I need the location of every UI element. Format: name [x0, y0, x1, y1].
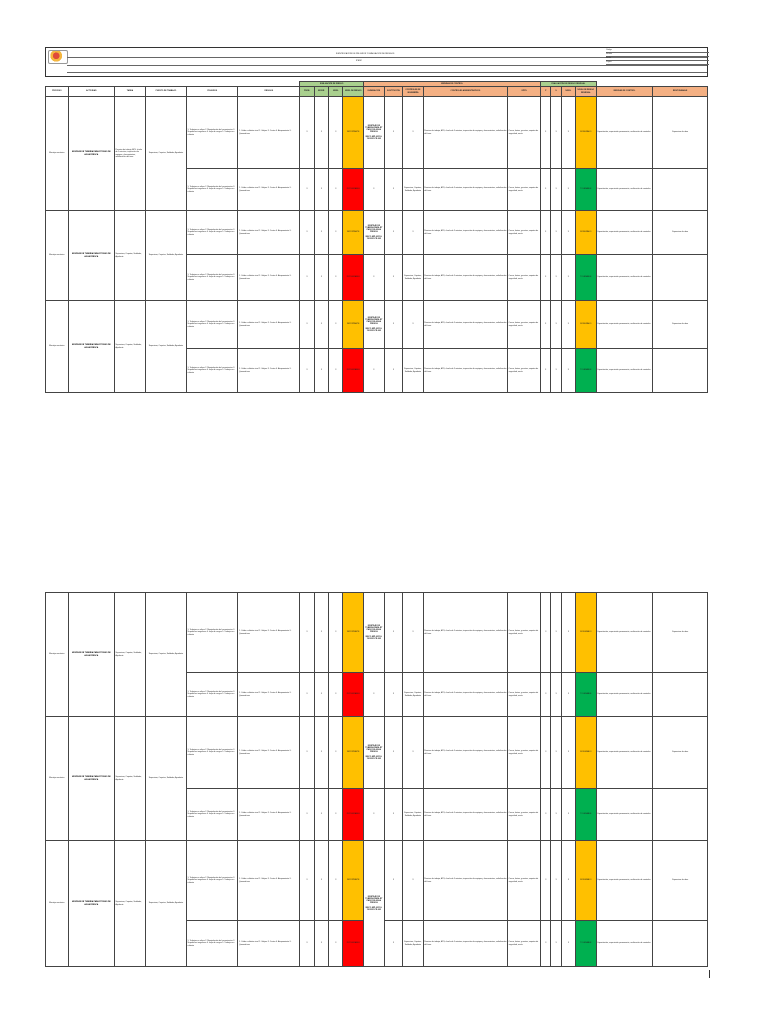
- activity-ref: MONTAJE DE TUBERIA PARA RT PASO DE AGUA FRESCA: [365, 896, 383, 905]
- residual-level-num: 3: [561, 717, 575, 789]
- elimination-cell: 3: [364, 349, 385, 393]
- substitution-cell: 3: [384, 349, 403, 393]
- p-cell: 3: [541, 921, 551, 967]
- level-cell: 3: [329, 841, 343, 921]
- residual-level-num: 3: [561, 211, 575, 255]
- responsible-cell: [653, 349, 708, 393]
- eval-group-header: EVALUACIÓN DE RIESGO: [300, 82, 364, 87]
- prob-cell: 3: [300, 169, 314, 211]
- col-header: PELIGROS: [187, 87, 238, 97]
- risks-cell: 1. Caída a distinto nivel 2. Golpes 3. Cortes 4. Atrapamiento 5. Quemaduras: [238, 841, 300, 921]
- task-cell: Supervisor, Capataz, Soldador, Ayudante: [114, 593, 145, 717]
- col-header: P: [541, 87, 551, 97]
- ppe-cell: Casco, lentes, guantes, zapatos de seguridad, arnés: [508, 717, 541, 789]
- risks-cell: 1. Caída a distinto nivel 2. Golpes 3. Cortes 4. Atrapamiento 5. Quemaduras: [238, 211, 300, 255]
- risks-cell: 1. Caída a distinto nivel 2. Golpes 3. Cortes 4. Atrapamiento 5. Quemaduras: [238, 921, 300, 967]
- level-cell: 3: [329, 717, 343, 789]
- activity-cell: MONTAJE DE TUBERIA PARA RT PASO DE AGUA FRESCA: [68, 717, 114, 841]
- activity-ref: MONTAJE DE TUBERIA PARA RT PASO DE AGUA FRESCA: [365, 625, 383, 634]
- p-cell: 3: [541, 789, 551, 841]
- level-cell: 3: [329, 789, 343, 841]
- sev-cell: 3: [314, 211, 328, 255]
- ppe-cell: Casco, lentes, guantes, zapatos de seguridad, arnés: [508, 593, 541, 673]
- p-cell: 3: [541, 349, 551, 393]
- risk-level-cell: IMPORTANTE: [343, 841, 364, 921]
- risk-level-cell: IMPORTANTE: [343, 717, 364, 789]
- s-cell: 3: [551, 349, 561, 393]
- ppe-cell: Casco, lentes, guantes, zapatos de seguridad, arnés: [508, 841, 541, 921]
- risk-level-cell: IMPORTANTE: [343, 301, 364, 349]
- activity-cell: MONTAJE DE TUBERIA PARA RT PASO DE AGUA FRESCA: [68, 301, 114, 393]
- hazards-cell: 1. Trabajos en altura 2. Manipulación de herramientas 3. Superficies irregulares 4. Izaje de cargas 5. Trabajos en caliente: [187, 97, 238, 169]
- activity-ref: MONTAJE DE TUBERIA PARA RT PASO DE AGUA FRESCA: [365, 125, 383, 134]
- residual-risk-cell: TOLERABLE: [576, 255, 597, 301]
- s-cell: 3: [551, 717, 561, 789]
- p-cell: 3: [541, 211, 551, 255]
- prob-cell: 3: [300, 97, 314, 169]
- admin-controls-cell: Permiso de trabajo, ATS, charla de 5 minutos, inspección de equipos y herramientas, señalización del área.: [423, 593, 507, 673]
- substitution-cell: 3: [384, 841, 403, 921]
- level-cell: 3: [329, 301, 343, 349]
- col-header: CONTROLES DE INGENIERÍA: [403, 87, 424, 97]
- s-cell: 3: [551, 255, 561, 301]
- reeval-group-header: EVALUACIÓN DE RIESGO RESIDUAL: [541, 82, 597, 87]
- measures-cell: Capacitación, supervisión permanente, verificación de controles: [596, 921, 653, 967]
- elimination-cell: [364, 97, 385, 169]
- substitution-cell: 3: [384, 789, 403, 841]
- residual-risk-cell: TOLERABLE: [576, 673, 597, 717]
- responsible-cell: Supervisor de obra: [653, 841, 708, 921]
- col-header: CONTROLES ADMINISTRATIVOS: [423, 87, 507, 97]
- sev-cell: 3: [314, 593, 328, 673]
- procedure-code: MECC-MIP-03C18-1103221-PR-002: [365, 906, 383, 911]
- admin-controls-cell: Permiso de trabajo, ATS, charla de 5 minutos, inspección de equipos y herramientas, señalización del área.: [423, 789, 507, 841]
- code-label: Código: [606, 49, 709, 53]
- risk-level-cell: INTOLERABLE: [343, 349, 364, 393]
- prob-cell: 3: [300, 673, 314, 717]
- responsible-cell: [653, 255, 708, 301]
- admin-controls-cell: Permiso de trabajo, ATS, charla de 5 minutos, inspección de equipos y herramientas, señalización del área.: [423, 349, 507, 393]
- engineering-cell: Supervisor, Capataz, Soldador, Ayudante: [403, 349, 424, 393]
- prob-cell: 3: [300, 789, 314, 841]
- risks-cell: 1. Caída a distinto nivel 2. Golpes 3. Cortes 4. Atrapamiento 5. Quemaduras: [238, 97, 300, 169]
- ppe-cell: Casco, lentes, guantes, zapatos de seguridad, arnés: [508, 255, 541, 301]
- risk-level-cell: INTOLERABLE: [343, 255, 364, 301]
- level-cell: 3: [329, 211, 343, 255]
- procedure-code: MECC-MIP-03C18-1103221-PR-002: [365, 755, 383, 760]
- level-cell: 3: [329, 97, 343, 169]
- elimination-cell: [364, 593, 385, 673]
- iperc-table-1: [45, 81, 708, 393]
- s-cell: 3: [551, 789, 561, 841]
- hazards-cell: 1. Trabajos en altura 2. Manipulación de herramientas 3. Superficies irregulares 4. Izaje de cargas 5. Trabajos en caliente: [187, 673, 238, 717]
- residual-level-num: 3: [561, 97, 575, 169]
- p-cell: 3: [541, 841, 551, 921]
- page-edge-mark: [709, 970, 710, 978]
- activity-ref: MONTAJE DE TUBERIA PARA RT PASO DE AGUA FRESCA: [365, 225, 383, 234]
- responsible-cell: Supervisor de obra: [653, 301, 708, 349]
- measures-cell: Capacitación, supervisión permanente, verificación de controles: [596, 349, 653, 393]
- ppe-cell: Casco, lentes, guantes, zapatos de seguridad, arnés: [508, 97, 541, 169]
- sev-cell: 3: [314, 301, 328, 349]
- risks-cell: 1. Caída a distinto nivel 2. Golpes 3. Cortes 4. Atrapamiento 5. Quemaduras: [238, 169, 300, 211]
- measures-cell: Capacitación, supervisión permanente, verificación de controles: [596, 255, 653, 301]
- residual-level-num: 3: [561, 301, 575, 349]
- measures-cell: Capacitación, supervisión permanente, verificación de controles: [596, 97, 653, 169]
- prob-cell: 3: [300, 211, 314, 255]
- measures-cell: Capacitación, supervisión permanente, verificación de controles: [596, 673, 653, 717]
- ppe-cell: Casco, lentes, guantes, zapatos de seguridad, arnés: [508, 921, 541, 967]
- col-header: MEDIDAS DE CONTROL: [596, 87, 653, 97]
- substitution-cell: 3: [384, 301, 403, 349]
- post-cell: Supervisor, Capataz, Soldador, Ayudante: [145, 97, 186, 211]
- col-header: RIESGOS: [238, 87, 300, 97]
- substitution-cell: 3: [384, 169, 403, 211]
- col-header: RESPONSABLE: [653, 87, 708, 97]
- measures-cell: Capacitación, supervisión permanente, verificación de controles: [596, 789, 653, 841]
- p-cell: 3: [541, 97, 551, 169]
- risks-cell: 1. Caída a distinto nivel 2. Golpes 3. Cortes 4. Atrapamiento 5. Quemaduras: [238, 255, 300, 301]
- risk-level-cell: IMPORTANTE: [343, 211, 364, 255]
- residual-level-num: 3: [561, 593, 575, 673]
- col-header: PROB.: [300, 87, 314, 97]
- responsible-cell: Supervisor de obra: [653, 211, 708, 255]
- engineering-cell: 3: [403, 301, 424, 349]
- task-cell: Supervisor, Capataz, Soldador, Ayudante: [114, 717, 145, 841]
- residual-risk-cell: TOLERABLE: [576, 921, 597, 967]
- post-cell: Supervisor, Capataz, Soldador, Ayudante: [145, 301, 186, 393]
- engineering-cell: Supervisor, Capataz, Soldador, Ayudante: [403, 169, 424, 211]
- prob-cell: 3: [300, 349, 314, 393]
- measures-cell: Capacitación, supervisión permanente, verificación de controles: [596, 717, 653, 789]
- activity-cell: MONTAJE DE TUBERIA PARA RT PASO DE AGUA FRESCA: [68, 97, 114, 211]
- table-row: [46, 211, 708, 255]
- col-header: PUESTO DE TRABAJO: [145, 87, 186, 97]
- activity-cell: MONTAJE DE TUBERIA PARA RT PASO DE AGUA FRESCA: [68, 593, 114, 717]
- substitution-cell: 3: [384, 921, 403, 967]
- col-header: NIVEL: [561, 87, 575, 97]
- task-cell: Permiso de trabajo, ATS, charla de 5 minutos, inspección de equipos y herramientas, señalización del área.: [114, 97, 145, 211]
- document-header: [45, 47, 708, 77]
- elimination-cell: [364, 211, 385, 255]
- measures-cell: Capacitación, supervisión permanente, verificación de controles: [596, 211, 653, 255]
- risks-cell: 1. Caída a distinto nivel 2. Golpes 3. Cortes 4. Atrapamiento 5. Quemaduras: [238, 301, 300, 349]
- hazards-cell: 1. Trabajos en altura 2. Manipulación de herramientas 3. Superficies irregulares 4. Izaje de cargas 5. Trabajos en caliente: [187, 211, 238, 255]
- hazards-cell: 1. Trabajos en altura 2. Manipulación de herramientas 3. Superficies irregulares 4. Izaje de cargas 5. Trabajos en caliente: [187, 301, 238, 349]
- hazards-cell: 1. Trabajos en altura 2. Manipulación de herramientas 3. Superficies irregulares 4. Izaje de cargas 5. Trabajos en caliente: [187, 841, 238, 921]
- process-cell: Montaje mecánico: [46, 301, 69, 393]
- p-cell: 3: [541, 593, 551, 673]
- admin-controls-cell: Permiso de trabajo, ATS, charla de 5 minutos, inspección de equipos y herramientas, señalización del área.: [423, 673, 507, 717]
- hazards-cell: 1. Trabajos en altura 2. Manipulación de herramientas 3. Superficies irregulares 4. Izaje de cargas 5. Trabajos en caliente: [187, 349, 238, 393]
- elimination-cell: 3: [364, 789, 385, 841]
- post-cell: Supervisor, Capataz, Soldador, Ayudante: [145, 717, 186, 841]
- responsible-cell: [653, 169, 708, 211]
- residual-risk-cell: MODERADO: [576, 97, 597, 169]
- elimination-cell: [364, 717, 385, 789]
- s-cell: 3: [551, 301, 561, 349]
- prob-cell: 3: [300, 841, 314, 921]
- col-header: S: [551, 87, 561, 97]
- responsible-cell: [653, 789, 708, 841]
- company-logo: [48, 50, 68, 64]
- col-header: NIVEL: [329, 87, 343, 97]
- risk-level-cell: INTOLERABLE: [343, 789, 364, 841]
- elimination-cell: 3: [364, 169, 385, 211]
- ppe-cell: Casco, lentes, guantes, zapatos de seguridad, arnés: [508, 169, 541, 211]
- substitution-cell: 3: [384, 97, 403, 169]
- prob-cell: 3: [300, 921, 314, 967]
- date-label: Fecha: [606, 57, 709, 61]
- activity-ref: MONTAJE DE TUBERIA PARA RT PASO DE AGUA FRESCA: [365, 745, 383, 754]
- residual-level-num: 3: [561, 169, 575, 211]
- table-row: [46, 717, 708, 789]
- measures-cell: Capacitación, supervisión permanente, verificación de controles: [596, 169, 653, 211]
- residual-risk-cell: TOLERABLE: [576, 349, 597, 393]
- process-cell: Montaje mecánico: [46, 97, 69, 211]
- task-cell: Supervisor, Capataz, Soldador, Ayudante: [114, 841, 145, 967]
- residual-level-num: 3: [561, 921, 575, 967]
- risks-cell: 1. Caída a distinto nivel 2. Golpes 3. Cortes 4. Atrapamiento 5. Quemaduras: [238, 789, 300, 841]
- sev-cell: 3: [314, 673, 328, 717]
- document-page-1: [45, 47, 708, 407]
- risks-cell: 1. Caída a distinto nivel 2. Golpes 3. Cortes 4. Atrapamiento 5. Quemaduras: [238, 593, 300, 673]
- engineering-cell: 3: [403, 717, 424, 789]
- measures-cell: Capacitación, supervisión permanente, verificación de controles: [596, 301, 653, 349]
- level-cell: 3: [329, 255, 343, 301]
- s-cell: 3: [551, 169, 561, 211]
- document-title: IDENTIFICACIÓN DE PELIGROS Y EVALUACIÓN DE RIESGOS: [336, 53, 395, 55]
- sev-cell: 3: [314, 97, 328, 169]
- residual-level-num: 3: [561, 841, 575, 921]
- engineering-cell: Supervisor, Capataz, Soldador, Ayudante: [403, 921, 424, 967]
- prob-cell: 3: [300, 593, 314, 673]
- sev-cell: 3: [314, 255, 328, 301]
- procedure-code: MECC-MIP-03C18-1103221-PR-002: [365, 235, 383, 240]
- table-row: [46, 97, 708, 169]
- substitution-cell: 3: [384, 717, 403, 789]
- p-cell: 3: [541, 301, 551, 349]
- engineering-cell: 3: [403, 211, 424, 255]
- level-cell: 3: [329, 593, 343, 673]
- hazards-cell: 1. Trabajos en altura 2. Manipulación de herramientas 3. Superficies irregulares 4. Izaje de cargas 5. Trabajos en caliente: [187, 789, 238, 841]
- p-cell: 3: [541, 717, 551, 789]
- responsible-cell: [653, 921, 708, 967]
- level-cell: 3: [329, 349, 343, 393]
- col-header: NIVEL DE RIESGO RESIDUAL: [576, 87, 597, 97]
- level-cell: 3: [329, 673, 343, 717]
- admin-controls-cell: Permiso de trabajo, ATS, charla de 5 minutos, inspección de equipos y herramientas, señalización del área.: [423, 301, 507, 349]
- ppe-cell: Casco, lentes, guantes, zapatos de seguridad, arnés: [508, 673, 541, 717]
- table-row: [46, 593, 708, 673]
- substitution-cell: 3: [384, 211, 403, 255]
- residual-risk-cell: MODERADO: [576, 841, 597, 921]
- elimination-cell: 3: [364, 673, 385, 717]
- sev-cell: 3: [314, 921, 328, 967]
- process-cell: Montaje mecánico: [46, 593, 69, 717]
- residual-risk-cell: MODERADO: [576, 717, 597, 789]
- task-cell: Supervisor, Capataz, Soldador, Ayudante: [114, 301, 145, 393]
- residual-risk-cell: MODERADO: [576, 301, 597, 349]
- level-cell: 3: [329, 169, 343, 211]
- post-cell: Supervisor, Capataz, Soldador, Ayudante: [145, 593, 186, 717]
- post-cell: Supervisor, Capataz, Soldador, Ayudante: [145, 211, 186, 301]
- activity-cell: MONTAJE DE TUBERIA PARA RT PASO DE AGUA FRESCA: [68, 211, 114, 301]
- ppe-cell: Casco, lentes, guantes, zapatos de seguridad, arnés: [508, 789, 541, 841]
- procedure-code: MECC-MIP-03C18-1103221-PR-002: [365, 327, 383, 332]
- elimination-cell: [364, 841, 385, 967]
- admin-controls-cell: Permiso de trabajo, ATS, charla de 5 minutos, inspección de equipos y herramientas, señalización del área.: [423, 921, 507, 967]
- table-row: [46, 841, 708, 921]
- col-header: TAREA: [114, 87, 145, 97]
- risk-level-cell: INTOLERABLE: [343, 169, 364, 211]
- s-cell: 3: [551, 593, 561, 673]
- residual-risk-cell: MODERADO: [576, 211, 597, 255]
- sev-cell: 3: [314, 841, 328, 921]
- risks-cell: 1. Caída a distinto nivel 2. Golpes 3. Cortes 4. Atrapamiento 5. Quemaduras: [238, 673, 300, 717]
- procedure-code: MECC-MIP-03C18-1103221-PR-002: [365, 635, 383, 640]
- process-cell: Montaje mecánico: [46, 211, 69, 301]
- admin-controls-cell: Permiso de trabajo, ATS, charla de 5 minutos, inspección de equipos y herramientas, señalización del área.: [423, 841, 507, 921]
- hazards-cell: 1. Trabajos en altura 2. Manipulación de herramientas 3. Superficies irregulares 4. Izaje de cargas 5. Trabajos en caliente: [187, 921, 238, 967]
- elimination-cell: [364, 301, 385, 349]
- s-cell: 3: [551, 211, 561, 255]
- document-page-2: [45, 592, 708, 978]
- responsible-cell: Supervisor de obra: [653, 717, 708, 789]
- p-cell: 3: [541, 255, 551, 301]
- col-header: SUSTITUCIÓN: [384, 87, 403, 97]
- level-cell: 3: [329, 921, 343, 967]
- sev-cell: 3: [314, 169, 328, 211]
- engineering-cell: Supervisor, Capataz, Soldador, Ayudante: [403, 789, 424, 841]
- activity-cell: MONTAJE DE TUBERIA PARA RT PASO DE AGUA FRESCA: [68, 841, 114, 967]
- process-cell: Montaje mecánico: [46, 841, 69, 967]
- ppe-cell: Casco, lentes, guantes, zapatos de seguridad, arnés: [508, 349, 541, 393]
- residual-level-num: 3: [561, 255, 575, 301]
- admin-controls-cell: Permiso de trabajo, ATS, charla de 5 minutos, inspección de equipos y herramientas, señalización del área.: [423, 211, 507, 255]
- col-header: ELIMINACIÓN: [364, 87, 385, 97]
- s-cell: 3: [551, 841, 561, 921]
- residual-level-num: 3: [561, 349, 575, 393]
- p-cell: 3: [541, 169, 551, 211]
- substitution-cell: 3: [384, 673, 403, 717]
- residual-risk-cell: TOLERABLE: [576, 789, 597, 841]
- responsible-cell: Supervisor de obra: [653, 97, 708, 169]
- admin-controls-cell: Permiso de trabajo, ATS, charla de 5 minutos, inspección de equipos y herramientas, señalización del área.: [423, 255, 507, 301]
- table-row: [46, 301, 708, 349]
- s-cell: 3: [551, 921, 561, 967]
- measures-cell: Capacitación, supervisión permanente, verificación de controles: [596, 593, 653, 673]
- s-cell: 3: [551, 673, 561, 717]
- admin-controls-cell: Permiso de trabajo, ATS, charla de 5 minutos, inspección de equipos y herramientas, señalización del área.: [423, 169, 507, 211]
- engineering-cell: 3: [403, 97, 424, 169]
- elimination-cell: 3: [364, 255, 385, 301]
- iperc-table-2: [45, 592, 708, 967]
- sev-cell: 3: [314, 789, 328, 841]
- s-cell: 3: [551, 97, 561, 169]
- hazards-cell: 1. Trabajos en altura 2. Manipulación de herramientas 3. Superficies irregulares 4. Izaje de cargas 5. Trabajos en caliente: [187, 593, 238, 673]
- procedure-code: MECC-MIP-03C18-1103221-PR-002: [365, 135, 383, 140]
- residual-risk-cell: MODERADO: [576, 593, 597, 673]
- activity-ref: MONTAJE DE TUBERIA PARA RT PASO DE AGUA FRESCA: [365, 317, 383, 326]
- responsible-cell: Supervisor de obra: [653, 593, 708, 673]
- admin-controls-cell: Permiso de trabajo, ATS, charla de 5 minutos, inspección de equipos y herramientas, señalización del área.: [423, 97, 507, 169]
- risk-level-cell: INTOLERABLE: [343, 921, 364, 967]
- col-header: EPPS: [508, 87, 541, 97]
- col-header: SEVER.: [314, 87, 328, 97]
- risks-cell: 1. Caída a distinto nivel 2. Golpes 3. Cortes 4. Atrapamiento 5. Quemaduras: [238, 717, 300, 789]
- version-label: Versión: [606, 53, 709, 57]
- measures-cell: Capacitación, supervisión permanente, verificación de controles: [596, 841, 653, 921]
- sev-cell: 3: [314, 717, 328, 789]
- process-cell: Montaje mecánico: [46, 717, 69, 841]
- col-header: PROCESO: [46, 87, 69, 97]
- p-cell: 3: [541, 673, 551, 717]
- residual-level-num: 3: [561, 673, 575, 717]
- task-cell: Supervisor, Capataz, Soldador, Ayudante: [114, 211, 145, 301]
- engineering-cell: 3: [403, 841, 424, 921]
- page-label: Página: [606, 61, 709, 65]
- hazards-cell: 1. Trabajos en altura 2. Manipulación de herramientas 3. Superficies irregulares 4. Izaje de cargas 5. Trabajos en caliente: [187, 255, 238, 301]
- prob-cell: 3: [300, 255, 314, 301]
- engineering-cell: 3: [403, 593, 424, 673]
- admin-controls-cell: Permiso de trabajo, ATS, charla de 5 minutos, inspección de equipos y herramientas, señalización del área.: [423, 717, 507, 789]
- substitution-cell: 3: [384, 255, 403, 301]
- document-subtitle: IPERC: [356, 60, 363, 62]
- hazards-cell: 1. Trabajos en altura 2. Manipulación de herramientas 3. Superficies irregulares 4. Izaje de cargas 5. Trabajos en caliente: [187, 169, 238, 211]
- risk-level-cell: INTOLERABLE: [343, 673, 364, 717]
- control-group-header: MEDIDAS DE CONTROL: [364, 82, 541, 87]
- sev-cell: 3: [314, 349, 328, 393]
- engineering-cell: Supervisor, Capataz, Soldador, Ayudante: [403, 673, 424, 717]
- ppe-cell: Casco, lentes, guantes, zapatos de seguridad, arnés: [508, 301, 541, 349]
- col-header: ACTIVIDAD: [68, 87, 114, 97]
- residual-level-num: 3: [561, 789, 575, 841]
- risks-cell: 1. Caída a distinto nivel 2. Golpes 3. Cortes 4. Atrapamiento 5. Quemaduras: [238, 349, 300, 393]
- residual-risk-cell: TOLERABLE: [576, 169, 597, 211]
- hazards-cell: 1. Trabajos en altura 2. Manipulación de herramientas 3. Superficies irregulares 4. Izaje de cargas 5. Trabajos en caliente: [187, 717, 238, 789]
- col-header: NIVEL DE RIESGO: [343, 87, 364, 97]
- risk-level-cell: IMPORTANTE: [343, 97, 364, 169]
- responsible-cell: [653, 673, 708, 717]
- risk-level-cell: IMPORTANTE: [343, 593, 364, 673]
- prob-cell: 3: [300, 301, 314, 349]
- engineering-cell: Supervisor, Capataz, Soldador, Ayudante: [403, 255, 424, 301]
- prob-cell: 3: [300, 717, 314, 789]
- substitution-cell: 3: [384, 593, 403, 673]
- post-cell: Supervisor, Capataz, Soldador, Ayudante: [145, 841, 186, 967]
- ppe-cell: Casco, lentes, guantes, zapatos de seguridad, arnés: [508, 211, 541, 255]
